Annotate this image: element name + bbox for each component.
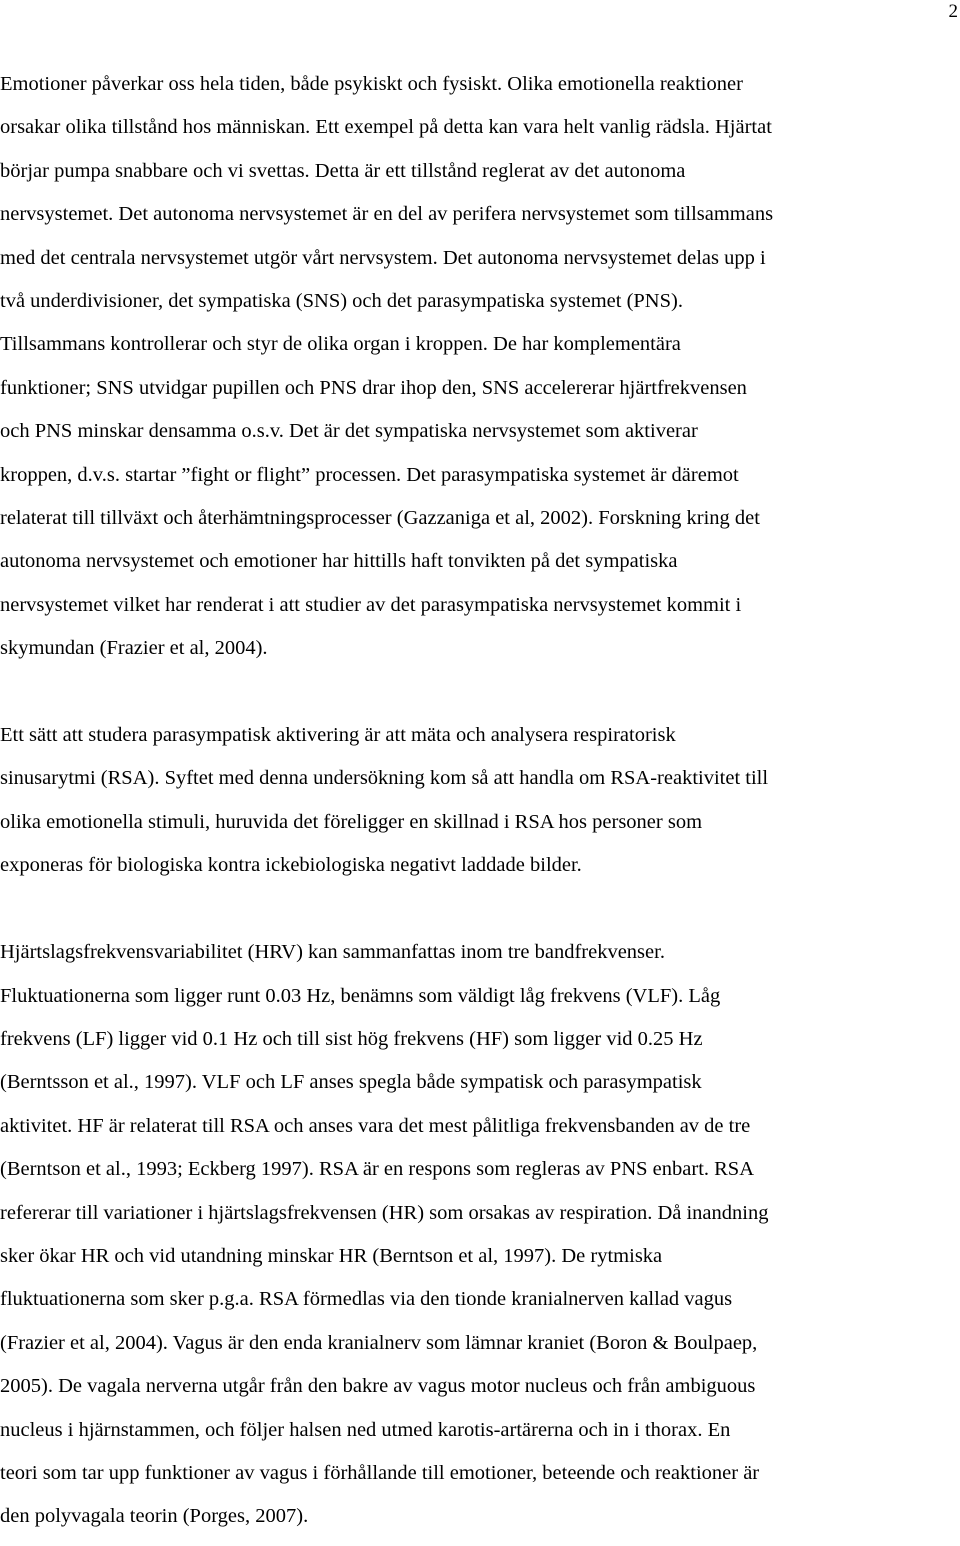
text-line: autonoma nervsystemet och emotioner har hittills haft tonvikten på det sympatiska	[0, 550, 678, 573]
text-line: refererar till variationer i hjärtslagsfrekvensen (HR) som orsakas av respiration. Då inandning	[0, 1201, 769, 1224]
text-line: aktivitet. HF är relaterat till RSA och anses vara det mest pålitliga frekvensbanden av de tre	[0, 1114, 751, 1137]
text-line: den polyvagala teorin (Porges, 2007).	[0, 1505, 309, 1528]
text-line: och PNS minskar densamma o.s.v. Det är det sympatiska nervsystemet som aktiverar	[0, 420, 698, 443]
paragraph	[0, 63, 960, 671]
paragraph-list	[0, 63, 960, 1539]
text-line: relaterat till tillväxt och återhämtningsprocesser (Gazzaniga et al, 2002). Forskning kring det	[0, 507, 760, 530]
text-line: fluktuationerna som sker p.g.a. RSA förmedlas via den tionde kranialnerven kallad vagus	[0, 1288, 733, 1311]
document-body	[0, 63, 960, 1539]
text-line: (Berntsson et al., 1997). VLF och LF anses spegla både sympatisk och parasympatisk	[0, 1071, 702, 1094]
text-line: (Berntson et al., 1993; Eckberg 1997). RSA är en respons som regleras av PNS enbart. RSA	[0, 1158, 755, 1181]
text-line: 2005). De vagala nerverna utgår från den bakre av vagus motor nucleus och från ambiguous	[0, 1375, 756, 1398]
text-line: Emotioner påverkar oss hela tiden, både psykiskt och fysiskt. Olika emotionella reaktioner	[0, 73, 743, 95]
text-line: nervsystemet vilket har renderat i att studier av det parasympatiska nervsystemet kommit i	[0, 593, 742, 616]
text-line: skymundan (Frazier et al, 2004).	[0, 637, 268, 660]
text-line: olika emotionella stimuli, huruvida det föreligger en skillnad i RSA hos personer som	[0, 810, 703, 833]
text-line: orsakar olika tillstånd hos människan. Ett exempel på detta kan vara helt vanlig rädsla. Hjärtat	[0, 116, 772, 139]
text-line: kroppen, d.v.s. startar ”fight or flight” processen. Det parasympatiska systemet är däremot	[0, 463, 739, 486]
text-line: exponeras för biologiska kontra ickebiologiska negativt laddade bilder.	[0, 854, 582, 877]
text-line: Tillsammans kontrollerar och styr de olika organ i kroppen. De har komplementära	[0, 333, 681, 356]
paragraph	[0, 931, 960, 1539]
text-line: (Frazier et al, 2004). Vagus är den enda kranialnerv som lämnar kraniet (Boron & Boulpaep,	[0, 1331, 758, 1354]
paragraph	[0, 714, 960, 888]
text-line: Ett sätt att studera parasympatisk aktivering är att mäta och analysera respiratorisk	[0, 724, 676, 747]
paragraph-gap	[0, 888, 960, 931]
text-line: frekvens (LF) ligger vid 0.1 Hz och till sist hög frekvens (HF) som ligger vid 0.25 Hz	[0, 1027, 703, 1050]
text-line: nervsystemet. Det autonoma nervsystemet är en del av perifera nervsystemet som tillsammans	[0, 203, 774, 226]
text-line: Fluktuationerna som ligger runt 0.03 Hz, benämns som väldigt låg frekvens (VLF). Låg	[0, 984, 721, 1007]
text-line: sker ökar HR och vid utandning minskar HR (Berntson et al, 1997). De rytmiska	[0, 1244, 663, 1267]
paragraph-gap	[0, 671, 960, 714]
text-line: sinusarytmi (RSA). Syftet med denna undersökning kom så att handla om RSA-reaktivitet till	[0, 767, 769, 790]
text-line: nucleus i hjärnstammen, och följer halsen ned utmed karotis-artärerna och in i thorax. En	[0, 1418, 731, 1441]
text-line: funktioner; SNS utvidgar pupillen och PNS drar ihop den, SNS accelererar hjärtfrekvensen	[0, 376, 747, 399]
text-line: med det centrala nervsystemet utgör vårt nervsystem. Det autonoma nervsystemet delas upp i	[0, 246, 766, 269]
text-line: Hjärtslagsfrekvensvariabilitet (HRV) kan sammanfattas inom tre bandfrekvenser.	[0, 941, 665, 964]
page-number: 2	[948, 1, 958, 22]
text-line: två underdivisioner, det sympatiska (SNS) och det parasympatiska systemet (PNS).	[0, 290, 683, 313]
text-line: teori som tar upp funktioner av vagus i förhållande till emotioner, beteende och reaktioner är	[0, 1461, 760, 1484]
text-line: börjar pumpa snabbare och vi svettas. Detta är ett tillstånd reglerat av det autonoma	[0, 159, 686, 182]
